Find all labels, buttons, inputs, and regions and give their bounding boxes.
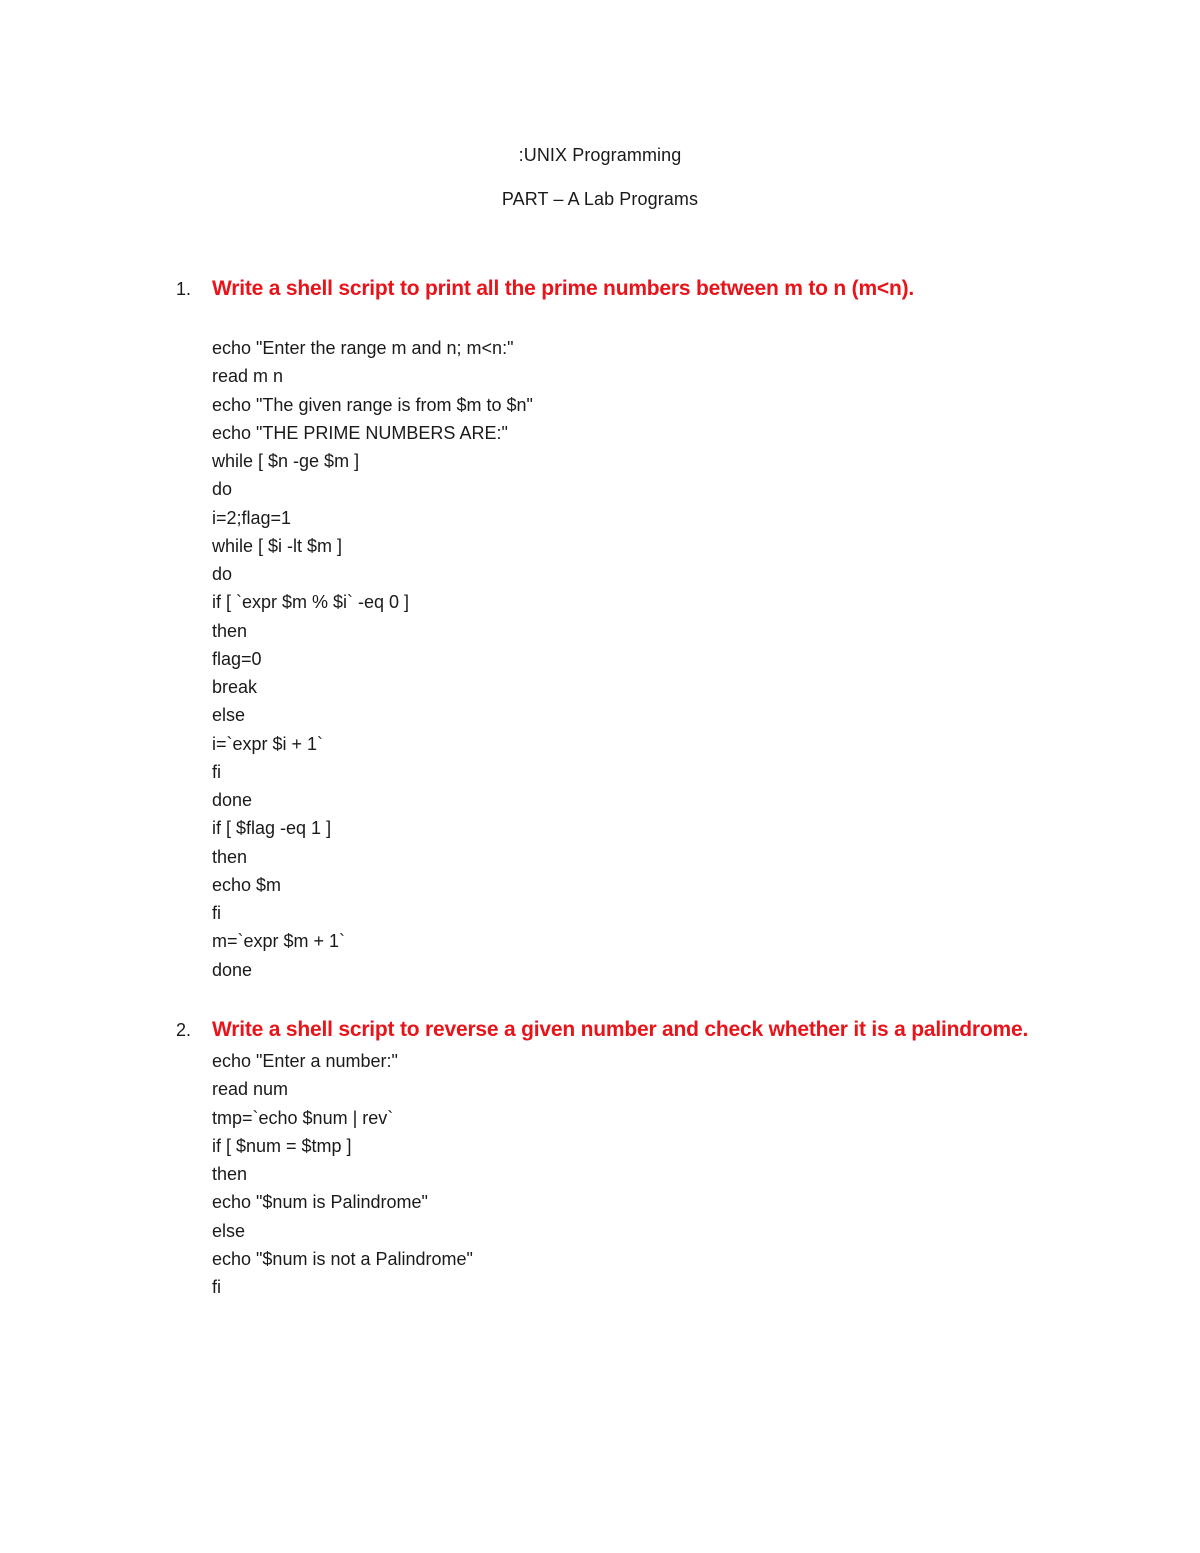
- code-line: do: [212, 564, 233, 584]
- question-text: Write a shell script to print all the prime numbers between m to n (m<n).: [212, 277, 915, 300]
- code-line: then: [212, 620, 248, 641]
- code-line: break: [212, 677, 258, 697]
- code-line: read num: [212, 1079, 289, 1100]
- code-line: then: [212, 846, 248, 867]
- code-line: if [ `expr $m % $i` -eq 0 ]: [212, 592, 410, 613]
- question-1: [176, 277, 914, 301]
- code-line: while [ $i -lt $m ]: [212, 535, 343, 556]
- code-line: fi: [212, 761, 221, 782]
- code-line: fi: [212, 1277, 221, 1297]
- code-line: echo "$num is Palindrome": [212, 1192, 428, 1213]
- question-2: [176, 1018, 1028, 1042]
- question-number: 2.: [176, 1020, 192, 1040]
- code-line: else: [212, 1220, 246, 1241]
- code-line: tmp=`echo $num | rev`: [212, 1107, 394, 1128]
- code-block: [212, 334, 533, 984]
- code-block: [212, 1047, 473, 1301]
- code-line: m=`expr $m + 1`: [212, 931, 346, 952]
- document-title: :UNIX Programming: [518, 145, 682, 165]
- code-line: echo "The given range is from $m to $n": [212, 394, 533, 415]
- document-subtitle: PART – A Lab Programs: [501, 189, 699, 209]
- code-line: fi: [212, 903, 221, 923]
- code-line: read m n: [212, 366, 284, 387]
- code-line: if [ $flag -eq 1 ]: [212, 818, 332, 839]
- code-line: echo $m: [212, 874, 282, 895]
- code-line: echo "Enter the range m and n; m<n:": [212, 338, 514, 358]
- question-text: Write a shell script to reverse a given number and check whether it is a palindrome.: [212, 1018, 1029, 1041]
- code-line: echo "$num is not a Palindrome": [212, 1248, 473, 1269]
- code-line: i=`expr $i + 1`: [212, 733, 324, 754]
- code-line: do: [212, 479, 233, 500]
- code-line: done: [212, 959, 253, 980]
- code-line: echo "Enter a number:": [212, 1051, 398, 1071]
- code-line: then: [212, 1164, 248, 1184]
- code-line: done: [212, 790, 253, 810]
- code-line: else: [212, 705, 246, 726]
- code-line: while [ $n -ge $m ]: [212, 451, 360, 471]
- code-line: if [ $num = $tmp ]: [212, 1135, 352, 1156]
- code-line: flag=0: [212, 648, 262, 669]
- code-line: i=2;flag=1: [212, 507, 292, 528]
- question-number: 1.: [176, 279, 192, 299]
- code-line: echo "THE PRIME NUMBERS ARE:": [212, 422, 508, 443]
